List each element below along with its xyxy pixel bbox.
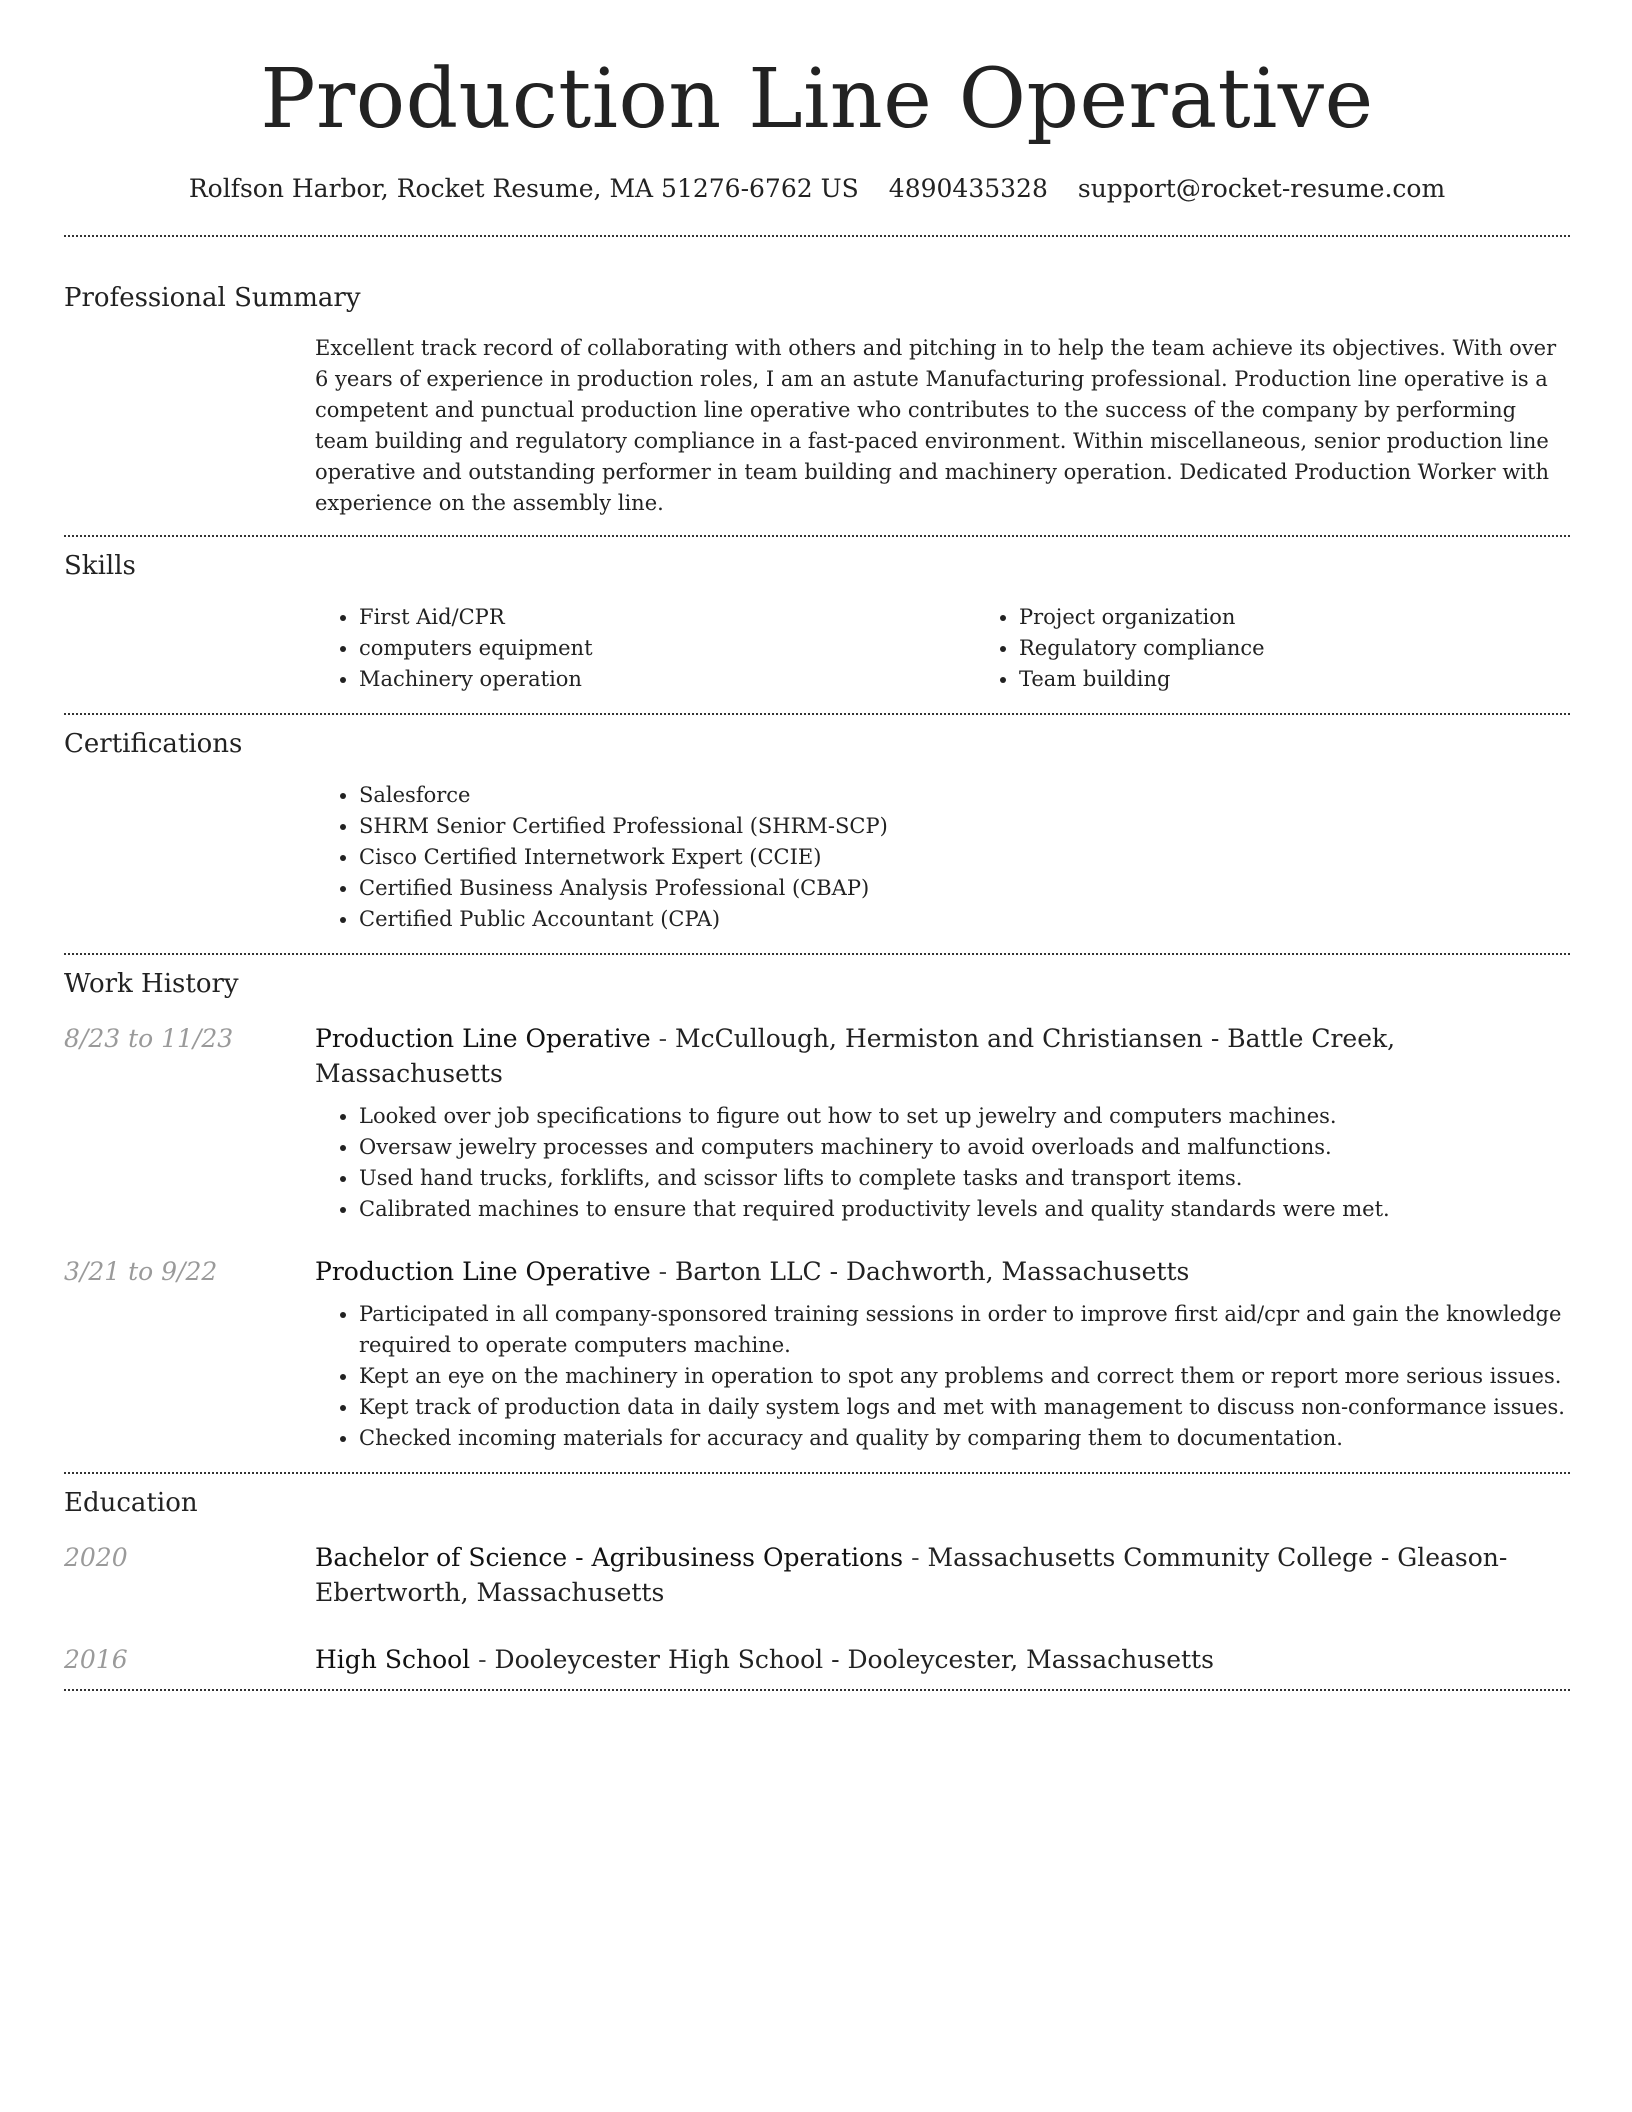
contact-address: Rolfson Harbor, Rocket Resume, MA 51276-6762 US — [188, 174, 859, 203]
job-bullet: • Kept an eye on the machinery in operation to spot any problems and correct them or report more serious issues. — [359, 1361, 1570, 1392]
certification-item: • Cisco Certified Internetwork Expert (CCIE) — [359, 842, 1570, 873]
job-role: Production Line Operative — [315, 1024, 651, 1053]
job-entry — [64, 1021, 1570, 1225]
job-bullet: • Calibrated machines to ensure that required productivity levels and quality standards were met. — [359, 1194, 1570, 1225]
section-divider — [64, 953, 1570, 955]
education-school: Dooleycester High School - Dooleycester, Massachusetts — [494, 1645, 1214, 1674]
job-bullets — [315, 1299, 1570, 1454]
section-divider — [64, 1472, 1570, 1474]
summary-section — [64, 281, 1570, 519]
education-heading: Education — [64, 1488, 198, 1518]
skill-item: • Machinery operation — [359, 664, 975, 695]
education-school: Massachusetts Community College - Gleason-Ebertworth, Massachusetts — [315, 1543, 1508, 1607]
job-bullet: • Kept track of production data in daily system logs and met with management to discuss non-conformance issues. — [359, 1392, 1570, 1423]
certification-item: • SHRM Senior Certified Professional (SHRM-SCP) — [359, 811, 1570, 842]
education-year: 2016 — [64, 1645, 128, 1674]
summary-heading: Professional Summary — [64, 283, 361, 313]
job-title: Production Line Operative - McCullough, Hermiston and Christiansen - Battle Creek, Massachusetts — [315, 1024, 1396, 1088]
job-bullet: • Checked incoming materials for accuracy and quality by comparing them to documentation. — [359, 1423, 1570, 1454]
job-bullet: • Oversaw jewelry processes and computers machinery to avoid overloads and malfunctions. — [359, 1132, 1570, 1163]
education-entry — [64, 1642, 1570, 1677]
education-degree: High School — [315, 1645, 471, 1674]
education-title: High School - Dooleycester High School - Dooleycester, Massachusetts — [315, 1645, 1214, 1674]
work-history-section — [64, 967, 1570, 1454]
job-employer: Barton LLC - Dachworth, Massachusetts — [674, 1257, 1190, 1286]
resume-page — [64, 0, 1570, 1691]
job-dates: 8/23 to 11/23 — [64, 1024, 234, 1053]
certifications-heading: Certifications — [64, 729, 243, 759]
job-dates: 3/21 to 9/22 — [64, 1257, 218, 1286]
job-employer: McCullough, Hermiston and Christiansen - Battle Creek, Massachusetts — [315, 1024, 1396, 1088]
job-bullet: • Used hand trucks, forklifts, and scissor lifts to complete tasks and transport items. — [359, 1163, 1570, 1194]
skill-item: • computers equipment — [359, 633, 975, 664]
section-divider — [64, 1689, 1570, 1691]
summary-text: Excellent track record of collaborating with others and pitching in to help the team achieve its objectives. With over 6 years of experience in production roles, I am an astute Manufacturing professional. Production line operative is a competent and punctual production line operative who contributes to the success of the company by performing team building and regulatory compliance in a fast-paced environment. Within miscellaneous, senior production line operative and outstanding performer in team building and machinery operation. Dedicated Production Worker with experience on the assembly line. — [315, 336, 1557, 515]
contact-line — [64, 172, 1570, 206]
certification-item: • Certified Public Accountant (CPA) — [359, 904, 1570, 935]
skill-item: • Project organization — [1019, 602, 1632, 633]
certification-item: • Salesforce — [359, 780, 1570, 811]
education-entry — [64, 1540, 1570, 1610]
work-history-heading: Work History — [64, 969, 239, 999]
certifications-section — [64, 727, 1570, 935]
skills-list-left — [315, 602, 975, 695]
education-section — [64, 1486, 1570, 1677]
skills-list-right — [975, 602, 1632, 695]
job-role: Production Line Operative — [315, 1257, 651, 1286]
education-title: Bachelor of Science - Agribusiness Operations - Massachusetts Community College - Gleason-Ebertworth, Massachusetts — [315, 1543, 1508, 1607]
skill-item: • Team building — [1019, 664, 1632, 695]
job-title: Production Line Operative - Barton LLC - Dachworth, Massachusetts — [315, 1257, 1190, 1286]
skills-section — [64, 549, 1570, 695]
candidate-name: Production Line Operative — [260, 52, 1374, 147]
job-bullets — [315, 1101, 1570, 1225]
job-bullet: • Participated in all company-sponsored training sessions in order to improve first aid/cpr and gain the knowledge required to operate computers machine. — [359, 1299, 1570, 1361]
job-entry — [64, 1254, 1570, 1454]
section-divider — [64, 535, 1570, 537]
section-divider — [64, 235, 1570, 237]
skills-heading: Skills — [64, 551, 136, 581]
section-divider — [64, 713, 1570, 715]
skill-item: • Regulatory compliance — [1019, 633, 1632, 664]
education-year: 2020 — [64, 1543, 128, 1572]
contact-email[interactable]: support@rocket-resume.com — [1077, 174, 1446, 203]
contact-phone: 4890435328 — [888, 174, 1048, 203]
skill-item: • First Aid/CPR — [359, 602, 975, 633]
certifications-list — [315, 780, 1570, 935]
job-bullet: • Looked over job specifications to figure out how to set up jewelry and computers machines. — [359, 1101, 1570, 1132]
education-degree: Bachelor of Science - Agribusiness Operations — [315, 1543, 904, 1572]
certification-item: • Certified Business Analysis Professional (CBAP) — [359, 873, 1570, 904]
